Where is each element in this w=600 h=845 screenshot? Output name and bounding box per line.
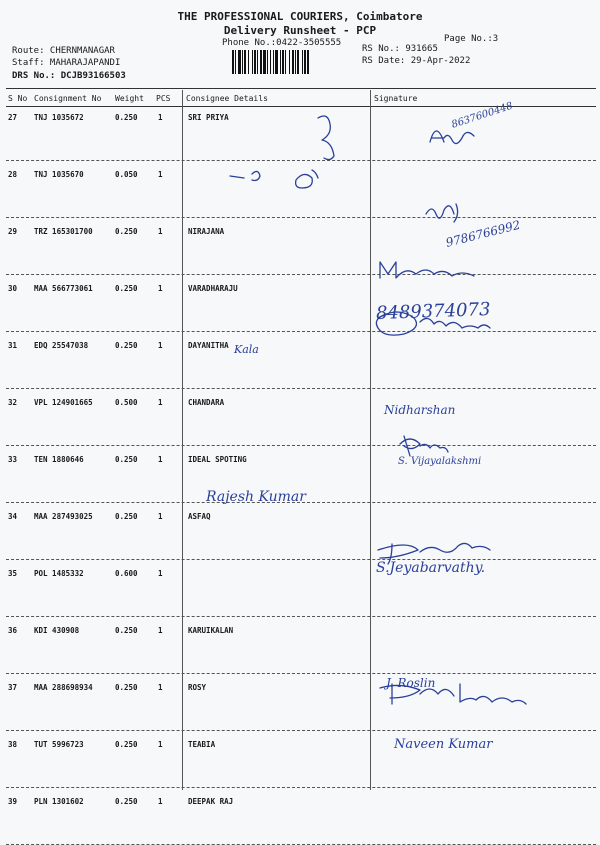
row-consignee: TEABIA	[188, 740, 216, 749]
row-sno: 27	[8, 113, 18, 122]
row-consignee: DAYANITHA	[188, 341, 229, 350]
col-pcs: PCS	[156, 94, 171, 103]
row-weight: 0.250	[115, 740, 138, 749]
row-weight: 0.250	[115, 626, 138, 635]
handwritten-consignee-note: Kala	[234, 343, 259, 356]
row-signature: Nidharshan	[384, 403, 456, 417]
row-consignment-number: TNJ 1035672	[34, 113, 84, 122]
row-pcs: 1	[158, 797, 163, 806]
handwritten-consignee-note: Rajesh Kumar	[206, 489, 306, 505]
row-consignee: NIRAJANA	[188, 227, 225, 236]
row-pcs: 1	[158, 341, 163, 350]
col-consignment: Consignment No	[34, 94, 102, 103]
row-weight: 0.250	[115, 683, 138, 692]
row-pcs: 1	[158, 170, 163, 179]
row-weight: 0.250	[115, 797, 138, 806]
row-pcs: 1	[158, 569, 163, 578]
row-pcs: 1	[158, 398, 163, 407]
row-consignment-number: MAA 288698934	[34, 683, 93, 692]
row-sno: 33	[8, 455, 18, 464]
row-consignment-number: TUT 5996723	[34, 740, 84, 749]
drs-number: DRS No.: DCJB93166503	[12, 71, 126, 81]
row-sno: 39	[8, 797, 18, 806]
row-weight: 0.250	[115, 113, 138, 122]
row-sno: 37	[8, 683, 18, 692]
row-signature: S. Vijayalakshmi	[398, 456, 482, 467]
row-weight: 0.250	[115, 341, 138, 350]
row-sno: 34	[8, 512, 18, 521]
row-consignee: KARUIKALAN	[188, 626, 234, 635]
row-consignment-number: TRZ 165301700	[34, 227, 93, 236]
row-consignment-number: MAA 566773061	[34, 284, 93, 293]
row-consignment-number: VPL 124901665	[34, 398, 93, 407]
row-signature: 8637600448	[450, 100, 515, 131]
signature-scribble	[380, 684, 526, 704]
route: Route: CHERNMANAGAR	[12, 46, 115, 56]
row-pcs: 1	[158, 512, 163, 521]
signature-scribble	[230, 171, 260, 180]
signature-scribble	[380, 262, 474, 278]
signature-scribble	[430, 131, 474, 144]
row-pcs: 1	[158, 227, 163, 236]
row-consignee: CHANDARA	[188, 398, 225, 407]
row-consignee: IDEAL SPOTING	[188, 455, 247, 464]
rs-number: RS No.: 931665	[362, 44, 438, 54]
row-pcs: 1	[158, 455, 163, 464]
row-pcs: 1	[158, 284, 163, 293]
row-sno: 30	[8, 284, 18, 293]
row-sno: 28	[8, 170, 18, 179]
row-pcs: 1	[158, 740, 163, 749]
row-sno: 38	[8, 740, 18, 749]
row-consignment-number: MAA 287493025	[34, 512, 93, 521]
row-consignee: DEEPAK RAJ	[188, 797, 234, 806]
row-weight: 0.500	[115, 398, 138, 407]
signature-scribble	[426, 204, 458, 222]
row-weight: 0.250	[115, 227, 138, 236]
signature-scribble	[376, 312, 490, 335]
phone-number: Phone No.:0422-3505555	[222, 38, 342, 48]
rs-date: RS Date: 29-Apr-2022	[362, 56, 471, 66]
row-weight: 0.600	[115, 569, 138, 578]
row-signature: Naveen Kumar	[394, 737, 493, 752]
row-signature: J. Roslin	[386, 676, 436, 690]
row-consignment-number: EDQ 25547038	[34, 341, 89, 350]
staff: Staff: MAHARAJAPANDI	[12, 58, 121, 68]
row-consignee: SRI PRIYA	[188, 113, 229, 122]
signature-scribble	[296, 170, 318, 188]
row-sno: 32	[8, 398, 18, 407]
col-sno: S No	[8, 94, 28, 103]
page-number: Page No.:3	[444, 34, 499, 44]
row-consignee: ASFAQ	[188, 512, 211, 521]
col-signature: Signature	[374, 94, 418, 103]
row-sno: 36	[8, 626, 18, 635]
row-weight: 0.250	[115, 512, 138, 521]
row-weight: 0.250	[115, 455, 138, 464]
row-consignee: VARADHARAJU	[188, 284, 238, 293]
col-weight: Weight	[115, 94, 144, 103]
row-consignment-number: POL 1485332	[34, 569, 84, 578]
row-sno: 35	[8, 569, 18, 578]
runsheet-title: Delivery Runsheet - PCP	[223, 24, 377, 37]
row-signature: 9786766992	[444, 217, 522, 250]
row-consignee: ROSY	[188, 683, 207, 692]
row-sno: 29	[8, 227, 18, 236]
signature-scribble	[400, 436, 448, 456]
row-signature: S.Jeyabarvathy.	[376, 560, 486, 576]
row-sno: 31	[8, 341, 18, 350]
signature-scribble	[318, 116, 334, 160]
row-consignment-number: TNJ 1035670	[34, 170, 84, 179]
row-pcs: 1	[158, 683, 163, 692]
company-title: THE PROFESSIONAL COURIERS, Coimbatore	[177, 10, 423, 23]
row-consignment-number: KDI 430908	[34, 626, 80, 635]
col-consignee: Consignee Details	[186, 94, 268, 103]
signature-scribble	[378, 543, 490, 564]
row-consignment-number: TEN 1880646	[34, 455, 84, 464]
row-signature: 8489374073	[375, 299, 491, 324]
row-pcs: 1	[158, 113, 163, 122]
row-weight: 0.050	[115, 170, 138, 179]
row-weight: 0.250	[115, 284, 138, 293]
row-consignment-number: PLN 1301602	[34, 797, 84, 806]
row-pcs: 1	[158, 626, 163, 635]
